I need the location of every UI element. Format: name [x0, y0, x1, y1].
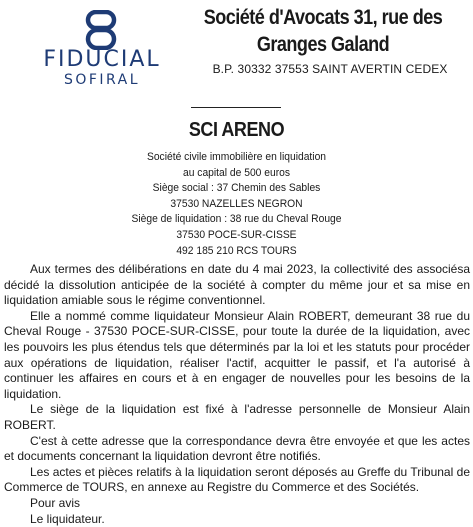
body-paragraph: Elle a nommé comme liquidateur Monsieur Alain ROBERT, demeurant 38 rue du Cheval Rouge - 37530 POCE-SUR-CISSE, pour toute la durée de la liquidation, avec les pouvoirs les plus étendus tels que déterminés par la loi et les statuts pour procéder aux opérations de liquidation, réaliser l'actif, acquitter le passif, et l'a autorisé à continuer les affaires en cours et à en engager de nouvelles pour les besoins de la liquidation. [4, 309, 470, 403]
company-info-line: Siège social : 37 Chemin des Sables [19, 181, 454, 197]
firm-name-line-1: Société d'Avocats 31, rue des [198, 4, 447, 31]
closing-signature: Le liquidateur. [4, 512, 470, 527]
body-paragraph: C'est à cette adresse que la correspondance devra être envoyée et que les actes et documents concernant la liquidation devront être notifiés. [4, 434, 470, 465]
closing-pour-avis: Pour avis [4, 496, 470, 512]
company-info [0, 150, 473, 259]
company-info-line: Siège de liquidation : 38 rue du Cheval Rouge [19, 212, 454, 228]
notice-body [4, 262, 470, 527]
company-info-line: 37530 POCE-SUR-CISSE [19, 228, 454, 244]
firm-address: B.P. 30332 37553 SAINT AVERTIN CEDEX [190, 62, 470, 76]
fiducial-logo [32, 10, 172, 90]
law-firm-heading [178, 4, 468, 58]
body-paragraph: Aux termes des délibérations en date du 4 mai 2023, la collectivité des associésa décidé la dissolution anticipée de la société à compter du même jour et sa mise en liquidation amiable sous le régime conventionnel. [4, 262, 470, 309]
firm-name-line-2: Granges Galand [198, 31, 447, 58]
company-name: SCI ARENO [24, 119, 450, 142]
divider [191, 107, 281, 108]
logo-subtitle: SOFIRAL [32, 72, 172, 88]
logo-name: FIDUCIAL [32, 47, 172, 72]
body-paragraph: Le siège de la liquidation est fixé à l'adresse personnelle de Monsieur Alain ROBERT. [4, 402, 470, 433]
logo-8-shape-icon [85, 10, 117, 50]
company-info-line: au capital de 500 euros [19, 166, 454, 182]
header [0, 0, 473, 90]
company-info-line: 492 185 210 RCS TOURS [19, 244, 454, 260]
body-paragraph: Les actes et pièces relatifs à la liquidation seront déposés au Greffe du Tribunal de Commerce de TOURS, en annexe au Registre du Commerce et des Sociétés. [4, 465, 470, 496]
company-info-line: Société civile immobilière en liquidation [19, 150, 454, 166]
company-info-line: 37530 NAZELLES NEGRON [19, 197, 454, 213]
